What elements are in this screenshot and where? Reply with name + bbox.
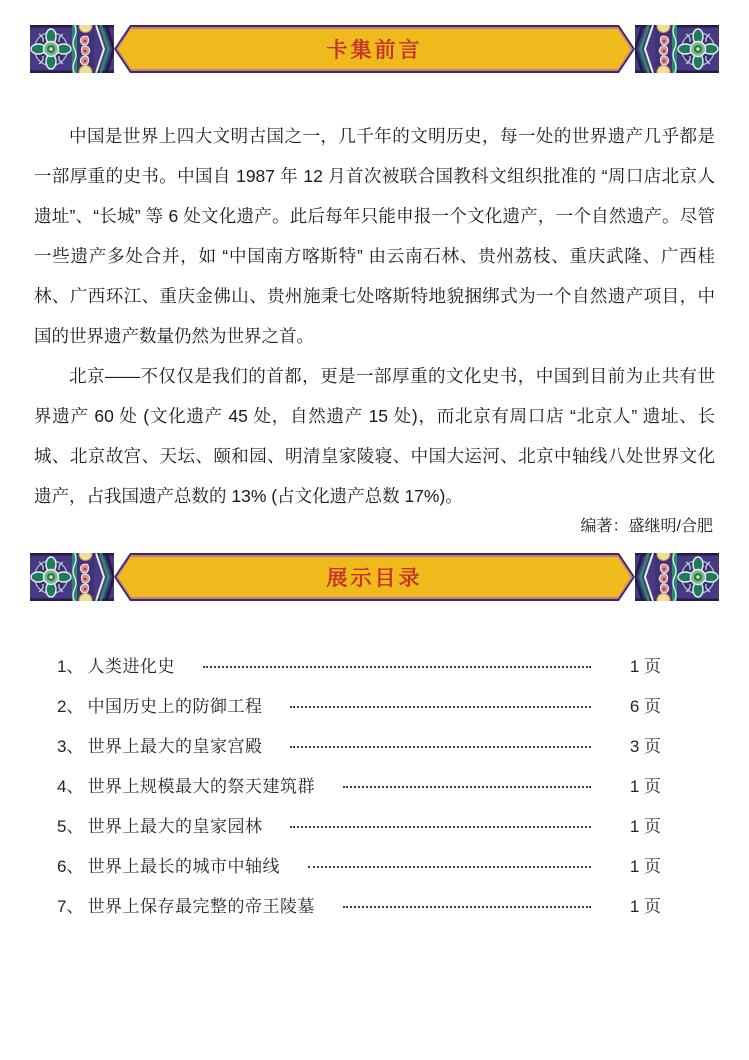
toc-item-number: 3、 [57, 736, 84, 756]
toc-item-number: 1、 [57, 656, 84, 676]
toc-item-page: 1 页 [629, 776, 661, 796]
toc-item-title: 世界上保存最完整的帝王陵墓 [87, 896, 315, 916]
toc-item-title: 世界上规模最大的祭天建筑群 [87, 776, 315, 796]
toc-item-title: 中国历史上的防御工程 [87, 696, 263, 716]
catalog-banner [30, 553, 719, 601]
toc-item-number: 7、 [57, 896, 84, 916]
toc-row[interactable] [57, 844, 661, 884]
toc-row[interactable] [57, 644, 661, 684]
preface-paragraph-1: 中国是世界上四大文明古国之一，几千年的文明历史，每一处的世界遗产几乎都是一部厚重的史书。中国自 1987 年 12 月首次被联合国教科文组织批准的 “周口店北京人遗址”、“长城” 等 6 处文化遗产。此后每年只能申报一个文化遗产，一个自然遗产。尽管一些遗产多处合并，如 “中国南方喀斯特” 由云南石林、贵州荔枝、重庆武隆、广西桂林、广西环江、重庆金佛山、贵州施秉七处喀斯特地貌捆绑式为一个自然遗产项目，中国的世界遗产数量仍然为世界之首。 [34, 126, 715, 346]
toc-dotted-leader [308, 866, 591, 868]
catalog-banner-title: 展示目录 [326, 567, 423, 590]
toc-row[interactable] [57, 724, 661, 764]
banner-ornament-left-icon [30, 553, 114, 601]
toc-item-page: 6 页 [629, 696, 661, 716]
toc-dotted-leader [203, 666, 591, 668]
banner-ornament-right-icon [635, 25, 719, 73]
banner-ornament-left-icon [30, 25, 114, 73]
toc-row[interactable] [57, 884, 661, 924]
toc-row[interactable] [57, 764, 661, 804]
preface-body [34, 116, 715, 516]
preface-banner [30, 25, 719, 73]
preface-banner-title: 卡集前言 [326, 39, 423, 62]
toc-item-number: 5、 [57, 816, 84, 836]
toc-list [57, 644, 661, 924]
toc-item-number: 4、 [57, 776, 84, 796]
toc-item-page: 1 页 [629, 656, 661, 676]
toc-item-number: 2、 [57, 696, 84, 716]
toc-dotted-leader [343, 906, 591, 908]
toc-item-title: 世界上最大的皇家园林 [87, 816, 263, 836]
banner-ornament-right-icon [635, 553, 719, 601]
toc-item-title: 世界上最大的皇家宫殿 [87, 736, 263, 756]
toc-item-page: 1 页 [629, 816, 661, 836]
toc-item-page: 1 页 [629, 896, 661, 916]
catalog-banner-bar [114, 553, 635, 601]
preface-banner-bar [114, 25, 635, 73]
toc-row[interactable] [57, 684, 661, 724]
toc-dotted-leader [343, 786, 591, 788]
toc-row[interactable] [57, 804, 661, 844]
toc-dotted-leader [290, 826, 591, 828]
author-byline: 编著：盛继明/合肥 [580, 518, 713, 535]
toc-item-number: 6、 [57, 856, 84, 876]
toc-item-title: 世界上最长的城市中轴线 [87, 856, 280, 876]
toc-dotted-leader [290, 746, 591, 748]
toc-item-title: 人类进化史 [87, 656, 175, 676]
toc-item-page: 3 页 [629, 736, 661, 756]
toc-dotted-leader [290, 706, 591, 708]
toc-item-page: 1 页 [629, 856, 661, 876]
preface-paragraph-2: 北京——不仅仅是我们的首都，更是一部厚重的文化史书，中国到目前为止共有世界遗产 60 处 (文化遗产 45 处，自然遗产 15 处)，而北京有周口店 “北京人” 遗址、长城、北京故宫、天坛、颐和园、明清皇家陵寝、中国大运河、北京中轴线八处世界文化遗产，占我国遗产总数的 13% (占文化遗产总数 17%)。 [34, 366, 715, 506]
